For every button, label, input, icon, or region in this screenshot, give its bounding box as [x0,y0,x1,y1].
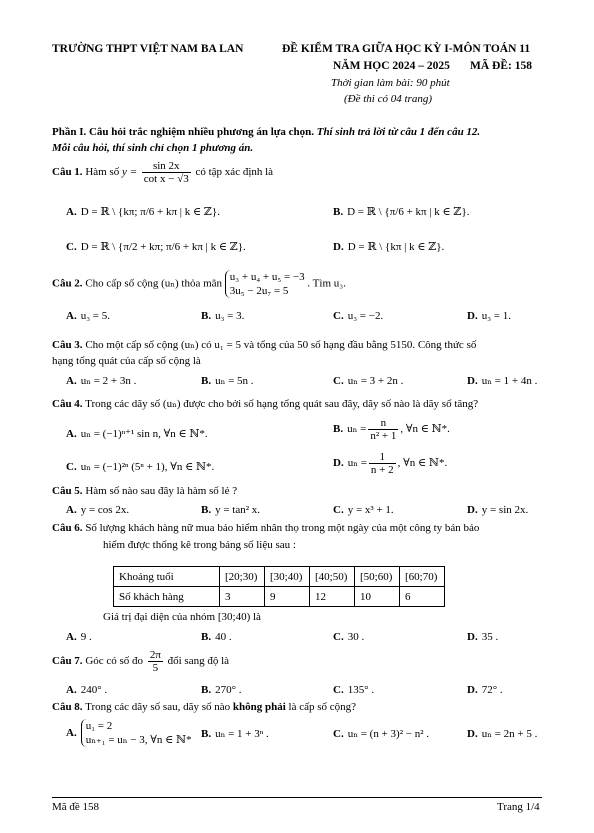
q2-system [225,270,305,298]
q4-text: Trong các dãy số (uₙ) được cho bởi số hạng tổng quát sau đây, dãy số nào là dãy số tăng? [85,398,479,410]
q3-line2: hạng tổng quát của cấp số cộng là [52,355,201,367]
question-1 [52,160,273,185]
q2-label: Câu 2. [52,277,83,290]
q5-label: Câu 5. [52,485,83,497]
q1-label: Câu 1. [52,166,83,179]
q6-option-b[interactable]: B. 40 . [201,631,232,643]
q7-label: Câu 7. [52,655,83,668]
q7-option-c[interactable]: C. 135° . [333,684,375,696]
question-7 [52,649,229,674]
question-2 [52,270,346,298]
q2-text: Cho cấp số cộng (uₙ) thỏa mãn [85,277,223,290]
school-name: TRƯỜNG THPT VIỆT NAM BA LAN [52,43,244,55]
table-cell: Số khách hàng [114,587,220,607]
q7-text: Góc có số đo [85,655,144,668]
q6-label: Câu 6. [52,522,83,534]
footer-divider [52,797,542,798]
q3-option-d[interactable]: D. uₙ = 1 + 4n . [467,375,538,387]
footer-code: Mã đề 158 [52,801,100,813]
q7-tail: đổi sang độ là [167,655,230,668]
q4-option-b[interactable]: B. uₙ = $\frac{n}{\text{n² + 1}}$ , ∀n ∈ ℕ*. [333,417,450,442]
q3-label: Câu 3. [52,339,83,351]
q4-option-c[interactable]: C. uₙ = (−1)²ⁿ (5ⁿ + 1), ∀n ∈ ℕ*. [66,461,215,473]
footer-page: Trang 1/4 [497,801,540,813]
q6-option-c[interactable]: C. 30 . [333,631,365,643]
q7-option-b[interactable]: B. 270° . [201,684,242,696]
exam-pages: (Đề thi có 04 trang) [344,93,432,105]
q2-option-a[interactable]: A. u₃ = 5. [66,310,110,322]
table-cell: 3 [220,587,265,607]
q1-num: sin 2x [142,160,191,173]
part1-instruction2: Mỗi câu hỏi, thí sinh chỉ chọn 1 phương án. [52,142,254,154]
q1-den: cot x − √3 [143,173,189,185]
q8-text-pre: Trong các dãy số sau, dãy số nào [85,701,233,713]
q6-option-d[interactable]: D. 35 . [467,631,499,643]
q4-label: Câu 4. [52,398,83,410]
table-cell: [40;50) [310,567,355,587]
table-cell: [30;40) [265,567,310,587]
q7-fraction: $\frac{2\pi}{5}$ [149,649,161,674]
q2-eq2: 3u₅ − 2u₇ = 5 [229,285,289,297]
q2-tail: . Tìm u₃. [307,277,346,290]
question-6 [52,522,479,534]
question-8 [52,701,356,713]
q1-option-c[interactable]: C. D = ℝ \ {π/2 + kπ; π/6 + kπ | k ∈ ℤ}. [66,241,246,253]
q6-option-a[interactable]: A. 9 . [66,631,92,643]
question-3 [52,338,476,351]
part1-instruction: Thí sinh trả lời từ câu 1 đến câu 12. [313,126,481,138]
table-cell: 12 [310,587,355,607]
table-row [114,587,445,607]
table-row [114,567,445,587]
exam-code: MÃ ĐỀ: 158 [470,60,532,72]
q1-option-b[interactable]: B. D = ℝ \ {π/6 + kπ | k ∈ ℤ}. [333,206,470,218]
q2-option-b[interactable]: B. u₃ = 3. [201,310,245,322]
table-cell: [60;70) [400,567,445,587]
q1-y: y = [121,166,138,179]
q3-option-b[interactable]: B. uₙ = 5n . [201,375,254,387]
q5-text: Hàm số nào sau đây là hàm số lẻ ? [85,485,238,497]
q3-option-c[interactable]: C. uₙ = 3 + 2n . [333,375,404,387]
q8-option-a[interactable]: A. u₁ = 2 uₙ₊₁ = uₙ − 3, ∀n ∈ ℕ* [66,720,192,746]
q2-eq1: u₃ + u₄ + u₅ = −3 [229,271,305,283]
q1-fraction [142,160,191,185]
q1-option-a[interactable]: A. D = ℝ \ {kπ; π/6 + kπ | k ∈ ℤ}. [66,206,220,218]
q1-text: Hàm số [85,166,120,179]
q7-option-d[interactable]: D. 72° . [467,684,503,696]
age-table [113,566,445,607]
q1-option-d[interactable]: D. D = ℝ \ {kπ | k ∈ ℤ}. [333,241,445,253]
table-cell: Khoảng tuổi [114,567,220,587]
table-cell: 6 [400,587,445,607]
q6-after: Giá trị đại diện của nhóm [30;40) là [103,611,261,623]
exam-time: Thời gian làm bài: 90 phút [331,77,450,89]
part1-title: Phần I. Câu hỏi trắc nghiệm nhiều phương án lựa chọn. [52,126,314,138]
q2-option-c[interactable]: C. u₃ = −2. [333,310,384,322]
q8-option-b[interactable]: B. uₙ = 1 + 3ⁿ . [201,728,269,740]
q6-line1: Số lượng khách hàng nữ mua bảo hiểm nhân thọ trong một ngày của một công ty bán bảo [85,522,480,534]
table-cell: 10 [355,587,400,607]
q8-option-c[interactable]: C. uₙ = (n + 3)² − n² . [333,728,429,740]
question-4 [52,397,478,410]
q8-label: Câu 8. [52,701,83,713]
q4-option-d[interactable]: D. uₙ = $\frac{1}{n + 2}$ , ∀n ∈ ℕ*. [333,451,448,476]
q5-option-b[interactable]: B. y = tan² x. [201,504,261,516]
q8-text-post: là cấp số cộng? [285,701,357,713]
school-year: NĂM HỌC 2024 – 2025 [333,60,450,72]
q5-option-d[interactable]: D. y = sin 2x. [467,504,529,516]
q5-option-a[interactable]: A. y = cos 2x. [66,504,130,516]
q5-option-c[interactable]: C. y = x³ + 1. [333,504,394,516]
exam-title: ĐỀ KIỂM TRA GIỮA HỌC KỲ I-MÔN TOÁN 11 [282,43,531,55]
q4-option-a[interactable]: A. uₙ = (−1)ⁿ⁺¹ sin n, ∀n ∈ ℕ*. [66,428,208,440]
q7-option-a[interactable]: A. 240° . [66,684,108,696]
q8-text-bold: không phải [232,701,286,713]
table-cell: [50;60) [355,567,400,587]
q6-line2: hiểm được thống kê trong bảng số liệu sau : [103,539,296,551]
q3-option-a[interactable]: A. uₙ = 2 + 3n . [66,375,137,387]
table-cell: [20;30) [220,567,265,587]
question-5 [52,485,237,497]
q8-option-d[interactable]: D. uₙ = 2n + 5 . [467,728,538,740]
q1-tail: có tập xác định là [195,166,274,179]
table-cell: 9 [265,587,310,607]
part1-title-line [52,126,480,138]
q2-option-d[interactable]: D. u₃ = 1. [467,310,511,322]
q3-line1: Cho một cấp số cộng (uₙ) có u₁ = 5 và tổng của 50 số hạng đầu bằng 5150. Công thức số [85,339,477,351]
